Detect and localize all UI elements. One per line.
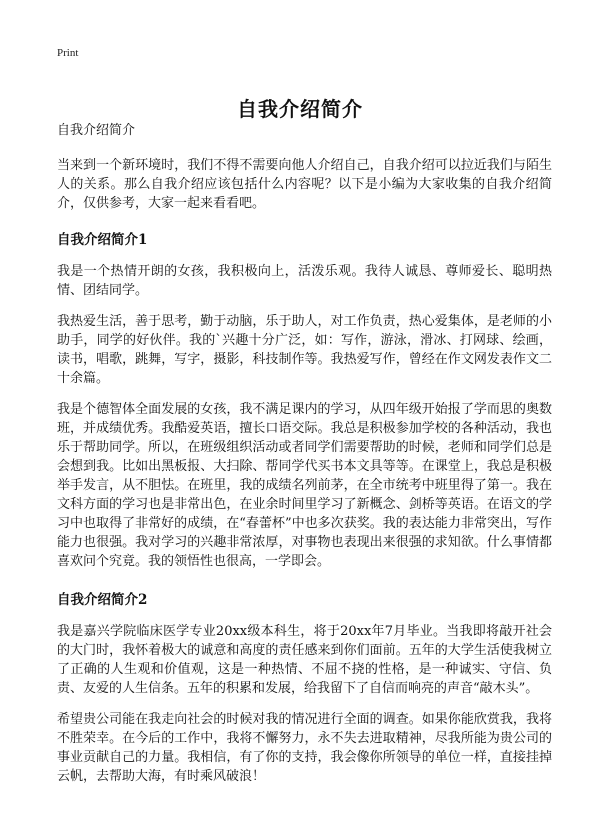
intro-paragraph: 当来到一个新环境时，我们不得不需要向他人介绍自己，自我介绍可以拉近我们与陌生人的关系。那么自我介绍应该包括什么内容呢？以下是小编为大家收集的自我介绍简介，仅供参考，大家一起来看看吧。 <box>57 158 552 211</box>
article-body <box>57 121 552 798</box>
section-heading-1: 自我介绍简介1 <box>57 232 148 248</box>
section-2-paragraph-1: 我是嘉兴学院临床医学专业20xx级本科生，将于20xx年7月毕业。当我即将敲开社会的大门时，我怀着极大的诚意和高度的责任感来到你们面前。五年的大学生活使我树立了正确的人生观和价值观，这是一种热情、不屈不挠的性格，是一种诚实、守信、负责、友爱的人生信条。五年的积累和发展，给我留下了自信而响亮的声音“敲木头”。 <box>57 624 552 696</box>
section-heading-2: 自我介绍简介2 <box>57 592 148 608</box>
print-link[interactable]: Print <box>57 47 79 59</box>
page-title: 自我介绍简介 <box>237 97 363 122</box>
article-subtitle: 自我介绍简介 <box>57 123 136 138</box>
section-1-paragraph-3: 我是个德智体全面发展的女孩，我不满足课内的学习，从四年级开始报了学而思的奥数班，并成绩优秀。我酷爱英语，擅长口语交际。我总是积极参加学校的各种活动，我也乐于帮助同学。所以，在班级组织活动或者同学们需要帮助的时候，老师和同学们总是会想到我。比如出黑板报、大扫除、帮同学代买书本文具等等。在课堂上，我总是积极举手发言，从不胆怯。在班里，我的成绩名列前茅，在全市统考中班里得了第一。我在文科方面的学习也是非常出色，在业余时间里学习了新概念、剑桥等英语。在语文的学习中也取得了非常好的成绩，在“春蕾杯”中也多次获奖。我的表达能力非常突出，写作能力也很强。我对学习的兴趣非常浓厚，对事物也表现出来很强的求知欲。什么事情都喜欢问个究竟。我的领悟性也很高，一学即会。 <box>57 402 552 569</box>
section-1-paragraph-2: 我热爱生活，善于思考，勤于动脑，乐于助人，对工作负责，热心爱集体，是老师的小助手，同学的好伙伴。我的`兴趣十分广泛，如：写作，游泳，滑冰、打网球、绘画，读书，唱歌，跳舞，写字，摄影，科技制作等。我热爱写作，曾经在作文网发表作文二十余篇。 <box>57 314 552 386</box>
section-2-paragraph-2: 希望贵公司能在我走向社会的时候对我的情况进行全面的调查。如果你能欣赏我，我将不胜荣幸。在今后的工作中，我将不懈努力，永不失去进取精神，尽我所能为贵公司的事业贡献自己的力量。我相信，有了你的支持，我会像你所领导的单位一样，直接挂掉云帆，去帮助大海，有时乘风破浪！ <box>57 712 552 784</box>
section-1-paragraph-1: 我是一个热情开朗的女孩，我积极向上，活泼乐观。我待人诚恳、尊师爱长、聪明热情、团结同学。 <box>57 264 552 298</box>
